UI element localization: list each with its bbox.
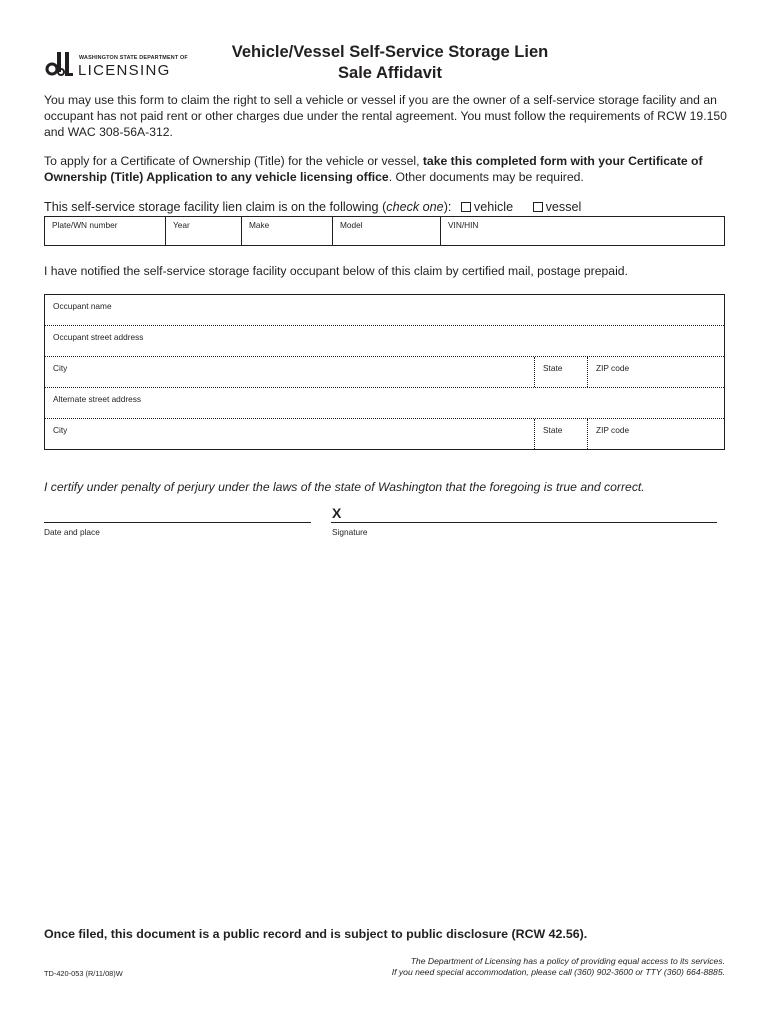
plate-field[interactable]: Plate/WN number <box>45 217 166 246</box>
vehicle-checkbox[interactable] <box>461 202 471 212</box>
occupant-zip-field[interactable]: ZIP code <box>587 357 724 387</box>
alternate-state-field[interactable]: State <box>534 419 587 449</box>
occupant-info-box <box>44 294 725 450</box>
vehicle-option-label: vehicle <box>473 200 514 214</box>
dol-logo-icon <box>44 50 74 78</box>
occupant-city-field[interactable]: City <box>53 363 68 373</box>
alternate-zip-field[interactable]: ZIP code <box>587 419 724 449</box>
lien-prompt-end: ): <box>443 200 452 214</box>
date-place-label: Date and place <box>44 527 100 537</box>
date-place-line[interactable] <box>44 522 311 523</box>
make-field[interactable]: Make <box>242 217 333 246</box>
notice-statement: I have notified the self-service storage facility occupant below of this claim by certified mail, postage prepaid. <box>44 264 628 278</box>
instructions-paragraph <box>44 153 734 185</box>
model-field[interactable]: Model <box>333 217 441 246</box>
policy-line1: The Department of Licensing has a policy of providing equal access to its services. <box>410 956 725 966</box>
intro-paragraph: You may use this form to claim the right to sell a vehicle or vessel if you are the owner of a self-service storage facility and an occupant has not paid rent or other charges due under the rental agreement. You must follow the requirements of RCW 19.150 and WAC 308-56A-312. <box>44 93 727 139</box>
vessel-option-label: vessel <box>545 200 582 214</box>
occupant-state-field[interactable]: State <box>534 357 587 387</box>
logo-licensing-text: LICENSING <box>78 62 171 79</box>
instructions-start: To apply for a Certificate of Ownership (Title) for the vehicle or vessel, <box>44 154 423 168</box>
alternate-city-row <box>45 419 724 449</box>
certification-statement: I certify under penalty of perjury under the laws of the state of Washington that the foregoing is true and correct. <box>44 480 645 494</box>
occupant-name-field[interactable]: Occupant name <box>53 301 112 311</box>
lien-claim-prompt <box>44 199 734 215</box>
form-number: TD-420-053 (R/11/08)W <box>44 969 123 978</box>
year-field[interactable]: Year <box>166 217 242 246</box>
form-title-line2: Sale Affidavit <box>338 64 442 82</box>
vessel-checkbox[interactable] <box>533 202 543 212</box>
occupant-street-field[interactable]: Occupant street address <box>53 332 144 342</box>
form-title-line1: Vehicle/Vessel Self-Service Storage Lien <box>231 43 549 61</box>
instructions-bold: take this completed form with your Certificate of Ownership (Title) Application to any vehicle licensing office <box>44 154 703 184</box>
occupant-name-row <box>45 295 724 326</box>
logo-department-text: WASHINGTON STATE DEPARTMENT OF <box>79 55 188 61</box>
lien-prompt-italic: check one <box>386 200 444 214</box>
alternate-city-field[interactable]: City <box>53 425 68 435</box>
signature-line[interactable] <box>331 522 717 523</box>
alternate-street-field[interactable]: Alternate street address <box>53 394 142 404</box>
accessibility-policy <box>392 956 725 978</box>
policy-line2: If you need special accommodation, please call (360) 902-3600 or TTY (360) 664-8885. <box>391 967 725 977</box>
occupant-street-row <box>45 326 724 357</box>
form-title <box>190 42 590 84</box>
vin-field[interactable]: VIN/HIN <box>441 217 725 246</box>
signature-x-mark: X <box>332 505 342 521</box>
signature-label: Signature <box>332 527 368 537</box>
occupant-city-row <box>45 357 724 388</box>
alternate-street-row <box>45 388 724 419</box>
vehicle-info-table <box>44 216 725 246</box>
instructions-end: . Other documents may be required. <box>388 170 584 184</box>
public-record-notice: Once filed, this document is a public record and is subject to public disclosure (RCW 42.56). <box>44 927 588 941</box>
dol-logo <box>44 50 194 80</box>
lien-prompt-start: This self-service storage facility lien claim is on the following ( <box>44 200 387 214</box>
